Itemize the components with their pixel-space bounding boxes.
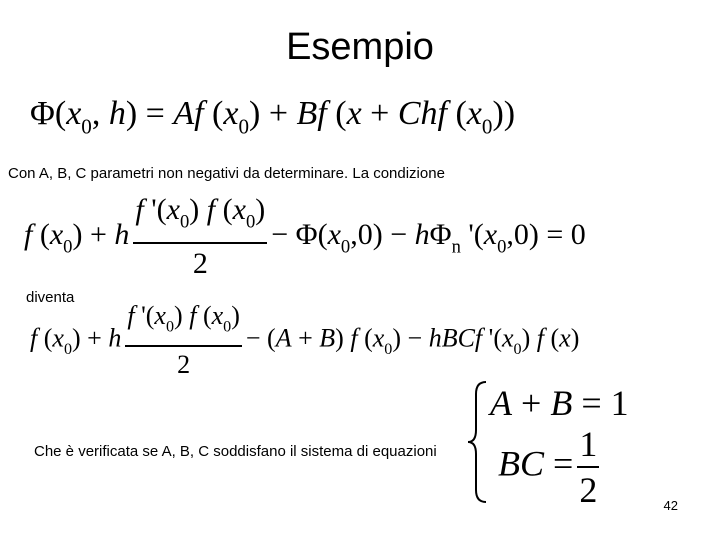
equation-condition: f $(x_0) + h$ $\frac{f '(x_0) f (x_0)}{2}$ − $\Phi(x_0,0) - h\Phi_n$ '$(x_0,0) = 0$ bbox=[24, 193, 586, 281]
fraction-derivative-product: $\frac{f '(x_0) f (x_0)}{2}$ bbox=[135, 193, 266, 281]
fraction-one-half: $\frac{1}{2}$ bbox=[579, 424, 598, 510]
system-brace bbox=[466, 378, 490, 506]
text-parameters: Con A, B, C parametri non negativi da determinare. La condizione bbox=[8, 165, 445, 182]
fraction-derivative-product-2: $\frac{f '(x_0) f (x_0)}{2}$ bbox=[127, 301, 240, 380]
equation-expanded: f $(x_0) + h$ $\frac{f '(x_0) f (x_0)}{2}$ − (A + B) f $(x_0)$ − hBCf '$(x_0)$ f (x) bbox=[30, 301, 580, 380]
text-verified: Che è verificata se A, B, C soddisfano il sistema di equazioni bbox=[34, 443, 437, 460]
equation-system-line1: A + B = 1 bbox=[490, 383, 629, 423]
page-number: 42 bbox=[663, 498, 678, 513]
equation-system-line2: BC = $\frac{1}{2}$ bbox=[498, 424, 598, 510]
slide-title: Esempio bbox=[286, 26, 434, 68]
text-becomes: diventa bbox=[26, 289, 75, 306]
equation-phi-definition: $\Phi(x_0$, h) = Af $(x_0) + Bf$ (x + Chf $(x_0)$) bbox=[30, 95, 516, 139]
